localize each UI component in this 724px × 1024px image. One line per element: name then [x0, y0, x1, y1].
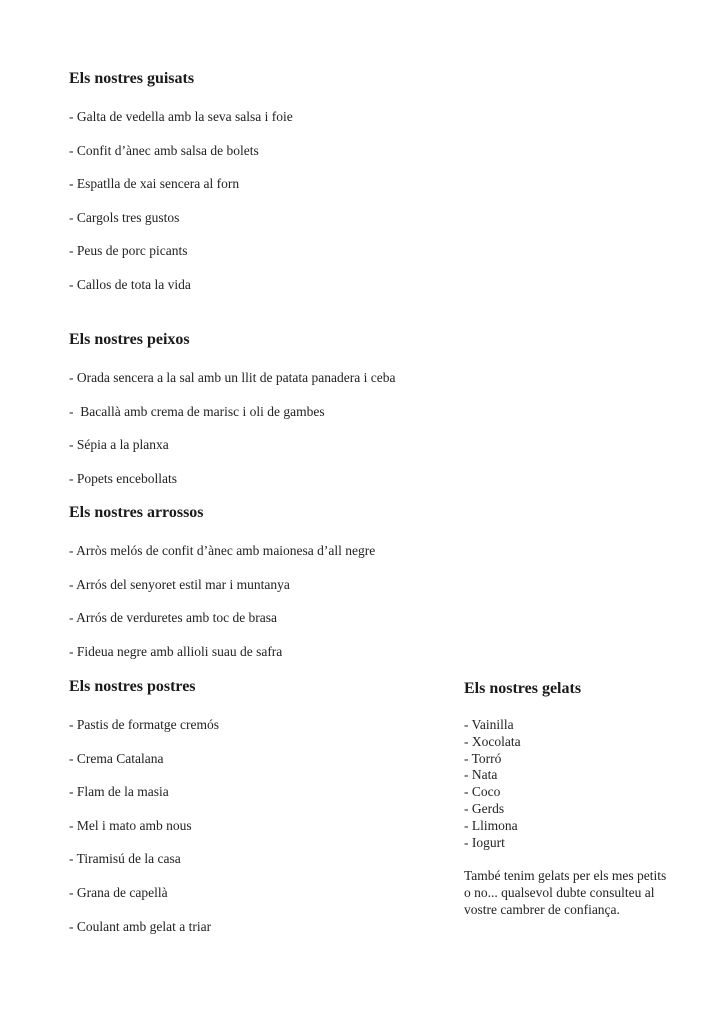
menu-item: - Bacallà amb crema de marisc i oli de gambes — [69, 403, 325, 419]
menu-item: - Cargols tres gustos — [69, 209, 180, 225]
menu-item: - Crema Catalana — [69, 750, 164, 766]
menu-item: - Gerds — [464, 800, 505, 816]
list-guisats — [69, 108, 293, 310]
menu-item: - Torró — [464, 750, 502, 766]
menu-item: - Pastis de formatge cremós — [69, 717, 219, 732]
list-peixos — [69, 369, 395, 503]
heading-guisats: Els nostres guisats — [69, 70, 195, 87]
menu-item: - Coco — [464, 784, 501, 800]
menu-item: - Espatlla de xai sencera al forn — [69, 176, 240, 192]
section-gelats — [464, 679, 669, 918]
menu-item: - Flam de la masia — [69, 784, 169, 800]
list-arrossos — [69, 542, 375, 676]
menu-item: - Fideua negre amb allioli suau de safra — [69, 643, 283, 659]
menu-item: - Arrós del senyoret estil mar i muntanya — [69, 576, 290, 592]
menu-item: - Coulant amb gelat a triar — [69, 918, 212, 934]
menu-item: - Arròs melós de confit d’ànec amb maionesa d’all negre — [69, 543, 376, 558]
menu-item: - Confit d’ànec amb salsa de bolets — [69, 142, 259, 158]
menu-item: - Orada sencera a la sal amb un llit de patata panadera i ceba — [69, 370, 396, 385]
menu-item: - Nata — [464, 767, 498, 783]
section-peixos — [69, 330, 395, 503]
menu-item: - Sépia a la planxa — [69, 437, 169, 453]
menu-item: - Peus de porc picants — [69, 243, 188, 259]
list-postres — [69, 716, 219, 951]
menu-item: - Arrós de verduretes amb toc de brasa — [69, 610, 278, 626]
heading-arrossos: Els nostres arrossos — [69, 504, 204, 521]
section-guisats — [69, 69, 293, 310]
heading-gelats: Els nostres gelats — [464, 680, 582, 697]
section-arrossos — [69, 503, 375, 676]
list-gelats — [464, 717, 669, 851]
menu-item: - Galta de vedella amb la seva salsa i foie — [69, 109, 293, 124]
menu-item: - Mel i mato amb nous — [69, 817, 192, 833]
heading-peixos: Els nostres peixos — [69, 331, 190, 348]
menu-item: - Grana de capellà — [69, 884, 168, 900]
menu-item: - Tiramisú de la casa — [69, 851, 181, 867]
menu-item: - Callos de tota la vida — [69, 276, 191, 292]
menu-item: - Xocolata — [464, 733, 521, 749]
heading-postres: Els nostres postres — [69, 678, 196, 695]
menu-item: - Llimona — [464, 817, 518, 833]
menu-item: - Vainilla — [464, 717, 514, 732]
menu-item: - Popets encebollats — [69, 470, 177, 486]
section-postres — [69, 677, 219, 951]
menu-item: - Iogurt — [464, 834, 505, 850]
gelats-note: També tenim gelats per els mes petits o no... qualsevol dubte consulteu al vostre cambrer de confiança. — [464, 868, 667, 918]
